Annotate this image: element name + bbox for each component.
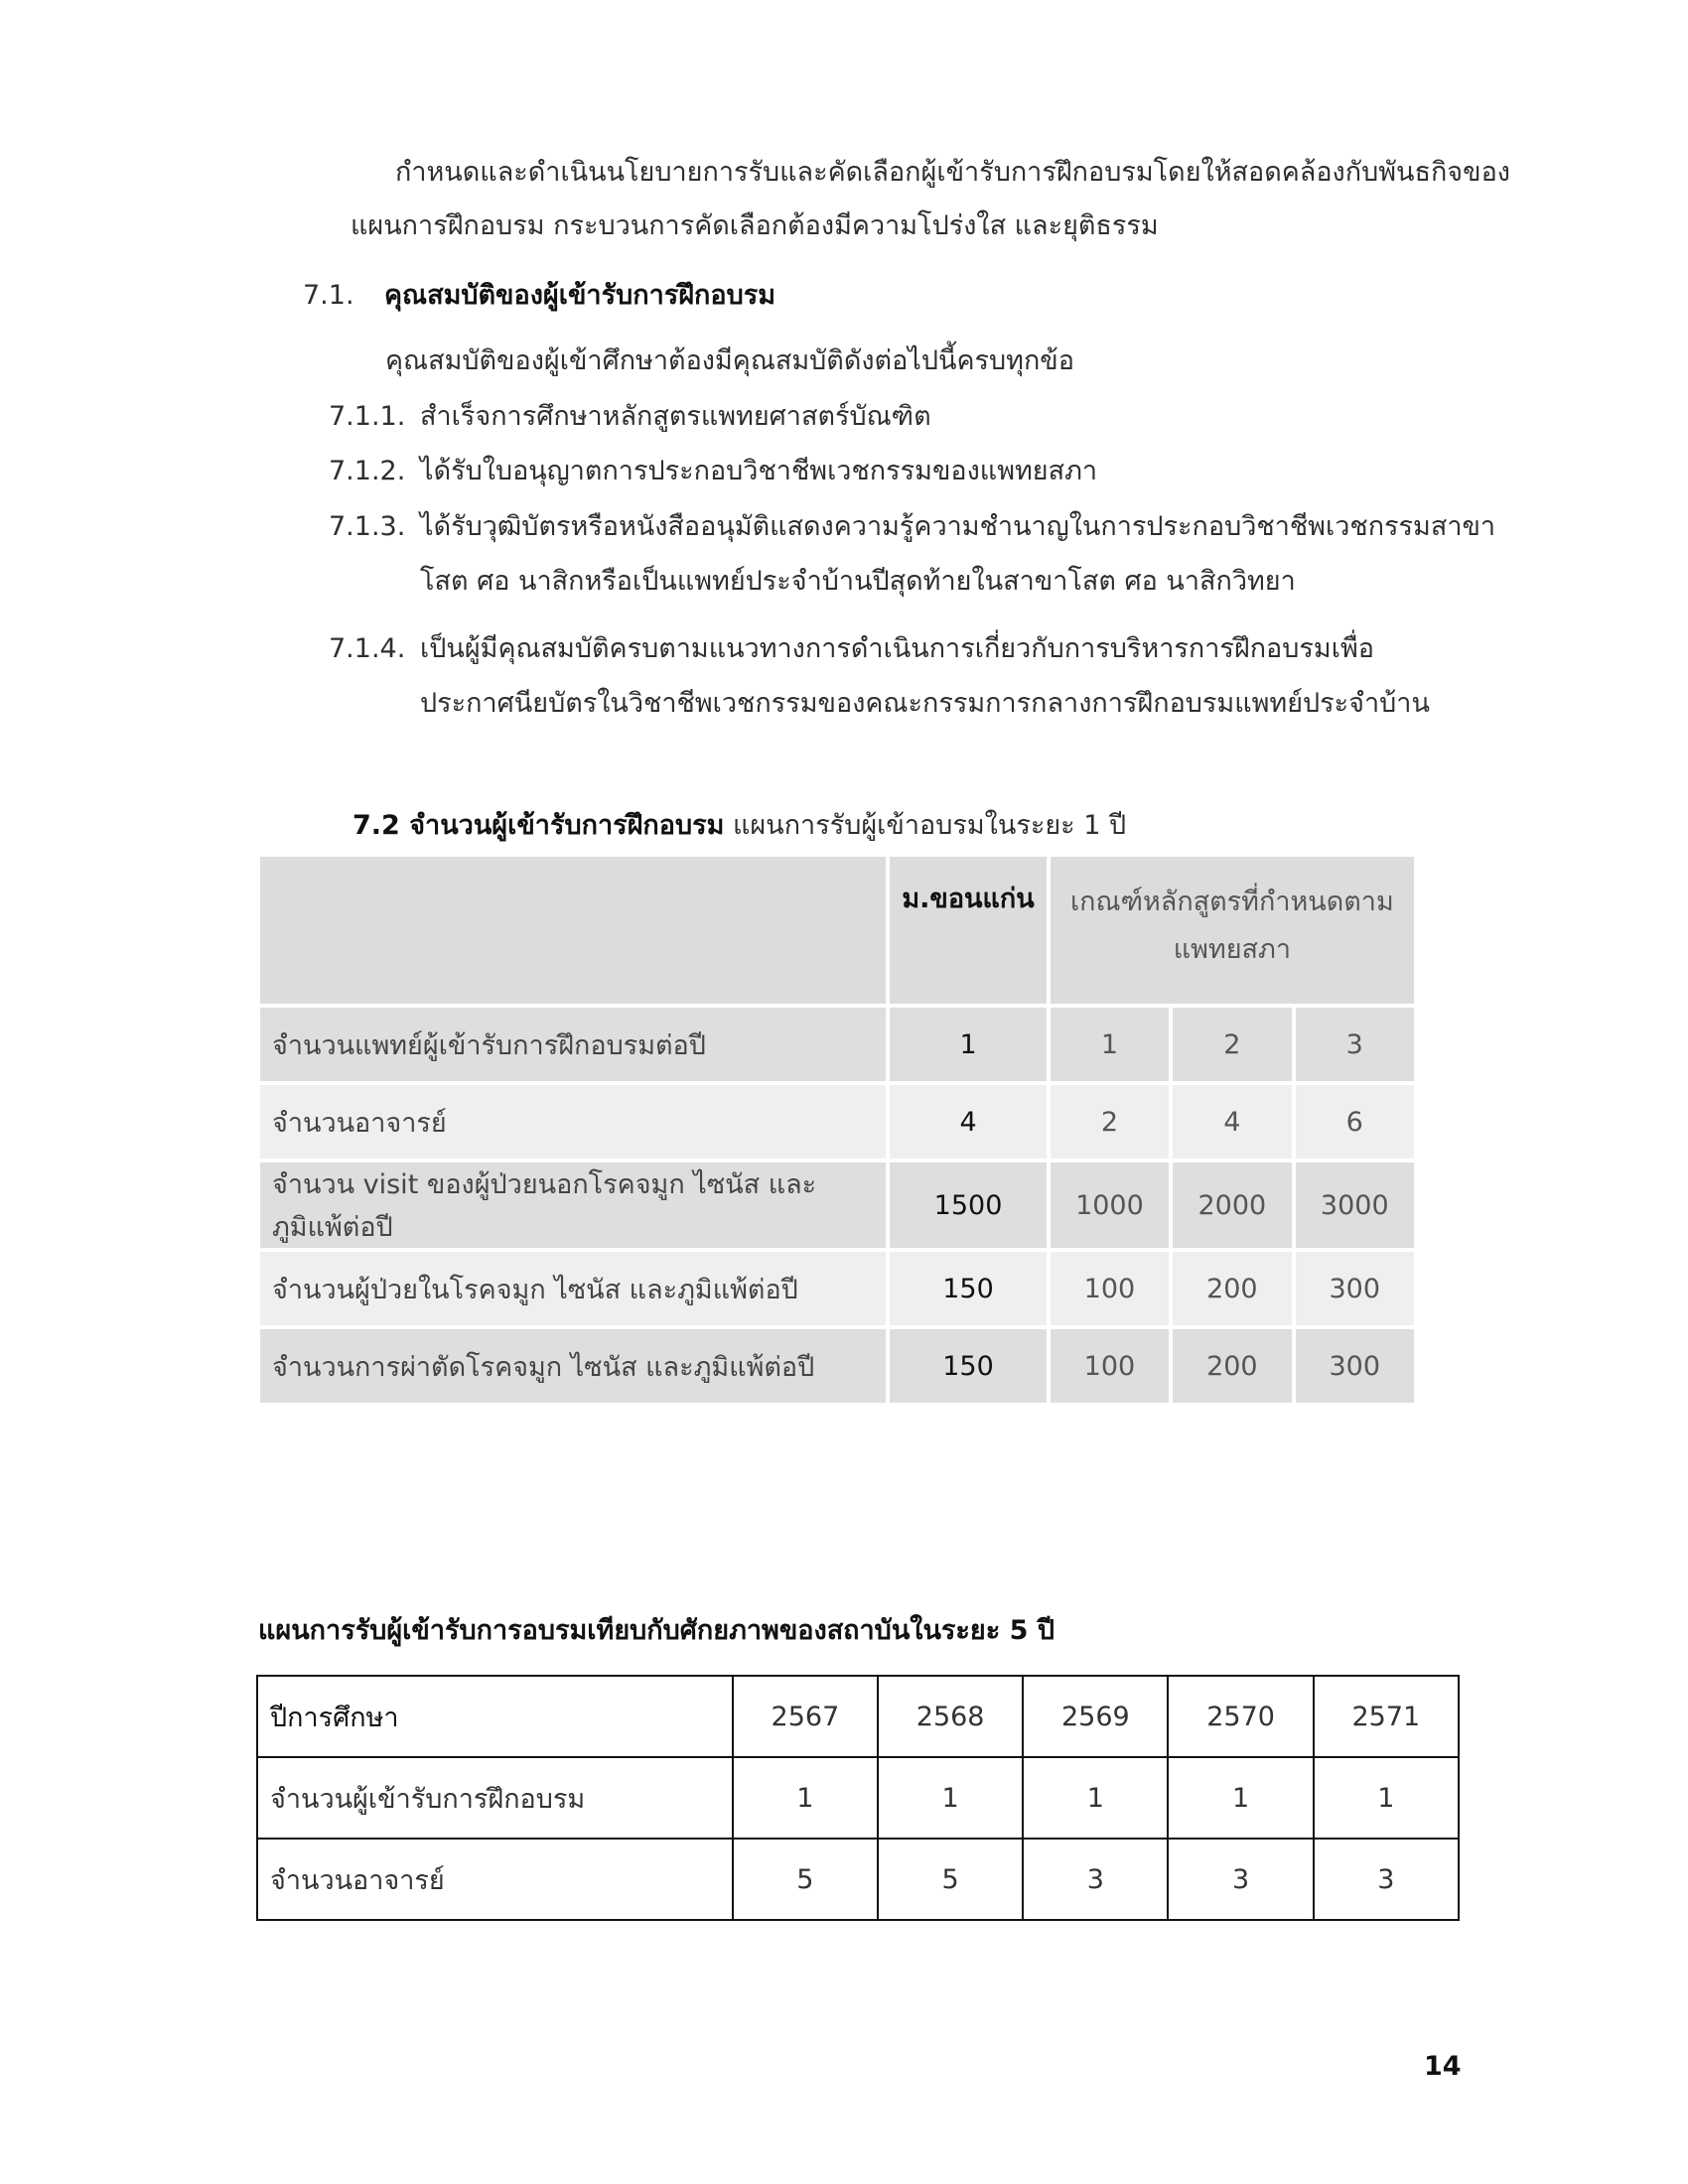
page-number: 14 (1424, 2051, 1462, 2082)
criteria-value: 3000 (1296, 1162, 1414, 1248)
item-number: 7.1.2. (329, 456, 406, 486)
criteria-value: 2000 (1173, 1162, 1291, 1248)
table-header-row (257, 1676, 1459, 1757)
criteria-value: 1 (1051, 1008, 1169, 1081)
section-7-2-heading (352, 806, 1126, 846)
kku-value: 150 (890, 1252, 1046, 1325)
criteria-value: 300 (1296, 1252, 1414, 1325)
cell-value: 1 (1314, 1757, 1459, 1839)
table-row (260, 1008, 1414, 1081)
list-item (329, 629, 1374, 669)
cell-value: 3 (1314, 1839, 1459, 1920)
table-row (260, 1162, 1414, 1248)
criteria-value: 100 (1051, 1252, 1169, 1325)
criteria-value: 1000 (1051, 1162, 1169, 1248)
list-item (329, 507, 1495, 547)
item-text: ได้รับใบอนุญาตการประกอบวิชาชีพเวชกรรมของแพทยสภา (420, 456, 1098, 486)
header-criteria (1051, 857, 1414, 1004)
section-number: 7.1. (303, 280, 354, 311)
cell-value: 5 (733, 1839, 878, 1920)
section-7-2-title-bold: 7.2 จำนวนผู้เข้ารับการฝึกอบรม (352, 810, 725, 841)
kku-value: 1 (890, 1008, 1046, 1081)
table-row (257, 1839, 1459, 1920)
plan-5y-title: แผนการรับผู้เข้ารับการอบรมเทียบกับศักยภาพของสถาบันในระยะ 5 ปี (258, 1615, 1055, 1646)
cell-value: 1 (1023, 1757, 1168, 1839)
year-header: 2568 (878, 1676, 1023, 1757)
item-number: 7.1.3. (329, 511, 406, 542)
table-header-row (260, 857, 1414, 1004)
row-label: จำนวนอาจารย์ (257, 1839, 733, 1920)
criteria-value: 200 (1173, 1252, 1291, 1325)
cell-value: 5 (878, 1839, 1023, 1920)
header-criteria-line-2: แพทยสภา (1173, 934, 1291, 965)
header-kku: ม.ขอนแก่น (890, 857, 1046, 1004)
row-label: จำนวนการผ่าตัดโรคจมูก ไซนัส และภูมิแพ้ต่อปี (260, 1329, 886, 1403)
item-text: สำเร็จการศึกษาหลักสูตรแพทยศาสตร์บัณฑิต (420, 401, 931, 432)
item-number: 7.1.1. (329, 401, 406, 432)
cell-value: 3 (1168, 1839, 1313, 1920)
row-label: จำนวนอาจารย์ (260, 1085, 886, 1159)
table-row (257, 1757, 1459, 1839)
cell-value: 1 (1168, 1757, 1313, 1839)
header-criteria-line-1: เกณฑ์หลักสูตรที่กำหนดตาม (1069, 887, 1394, 917)
row-label: จำนวนแพทย์ผู้เข้ารับการฝึกอบรมต่อปี (260, 1008, 886, 1081)
plan-5y-table (256, 1675, 1460, 1921)
section-title: คุณสมบัติของผู้เข้ารับการฝึกอบรม (384, 280, 776, 311)
item-number: 7.1.4. (329, 633, 406, 664)
section-7-1-heading (303, 276, 775, 316)
year-header: 2569 (1023, 1676, 1168, 1757)
kku-value: 1500 (890, 1162, 1046, 1248)
year-header: 2567 (733, 1676, 878, 1757)
criteria-value: 2 (1051, 1085, 1169, 1159)
criteria-value: 300 (1296, 1329, 1414, 1403)
year-header: 2570 (1168, 1676, 1313, 1757)
table-row (260, 1329, 1414, 1403)
criteria-table (256, 853, 1418, 1407)
criteria-value: 4 (1173, 1085, 1291, 1159)
intro-line-2: แผนการฝึกอบรม กระบวนการคัดเลือกต้องมีความโปร่งใส และยุติธรรม (351, 210, 1159, 241)
list-item-continuation: ประกาศนียบัตรในวิชาชีพเวชกรรมของคณะกรรมการกลางการฝึกอบรมแพทย์ประจำบ้าน (420, 688, 1430, 719)
table-row (260, 1085, 1414, 1159)
row-label: จำนวนผู้เข้ารับการฝึกอบรม (257, 1757, 733, 1839)
table-row (260, 1252, 1414, 1325)
criteria-value: 6 (1296, 1085, 1414, 1159)
item-text: ได้รับวุฒิบัตรหรือหนังสืออนุมัติแสดงความรู้ความชำนาญในการประกอบวิชาชีพเวชกรรมสาขา (420, 511, 1496, 542)
row-label: จำนวน visit ของผู้ป่วยนอกโรคจมูก ไซนัส และภูมิแพ้ต่อปี (260, 1162, 886, 1248)
item-text: เป็นผู้มีคุณสมบัติครบตามแนวทางการดำเนินการเกี่ยวกับการบริหารการฝึกอบรมเพื่อ (420, 633, 1374, 664)
criteria-value: 100 (1051, 1329, 1169, 1403)
list-item (329, 452, 1097, 491)
kku-value: 150 (890, 1329, 1046, 1403)
row-label: จำนวนผู้ป่วยในโรคจมูก ไซนัส และภูมิแพ้ต่อปี (260, 1252, 886, 1325)
criteria-value: 200 (1173, 1329, 1291, 1403)
criteria-value: 2 (1173, 1008, 1291, 1081)
year-header: 2571 (1314, 1676, 1459, 1757)
section-7-2-title-rest: แผนการรับผู้เข้าอบรมในระยะ 1 ปี (724, 810, 1127, 841)
list-item-continuation: โสต ศอ นาสิกหรือเป็นแพทย์ประจำบ้านปีสุดท้ายในสาขาโสต ศอ นาสิกวิทยา (420, 566, 1296, 597)
criteria-value: 3 (1296, 1008, 1414, 1081)
intro-line-1: กำหนดและดำเนินนโยบายการรับและคัดเลือกผู้เข้ารับการฝึกอบรมโดยให้สอดคล้องกับพันธกิจของ (395, 157, 1510, 188)
kku-value: 4 (890, 1085, 1046, 1159)
cell-value: 1 (733, 1757, 878, 1839)
list-item (329, 397, 931, 437)
cell-value: 1 (878, 1757, 1023, 1839)
header-label: ปีการศึกษา (257, 1676, 733, 1757)
header-empty-cell (260, 857, 886, 1004)
section-7-1-lead: คุณสมบัติของผู้เข้าศึกษาต้องมีคุณสมบัติดังต่อไปนี้ครบทุกข้อ (385, 345, 1074, 376)
cell-value: 3 (1023, 1839, 1168, 1920)
